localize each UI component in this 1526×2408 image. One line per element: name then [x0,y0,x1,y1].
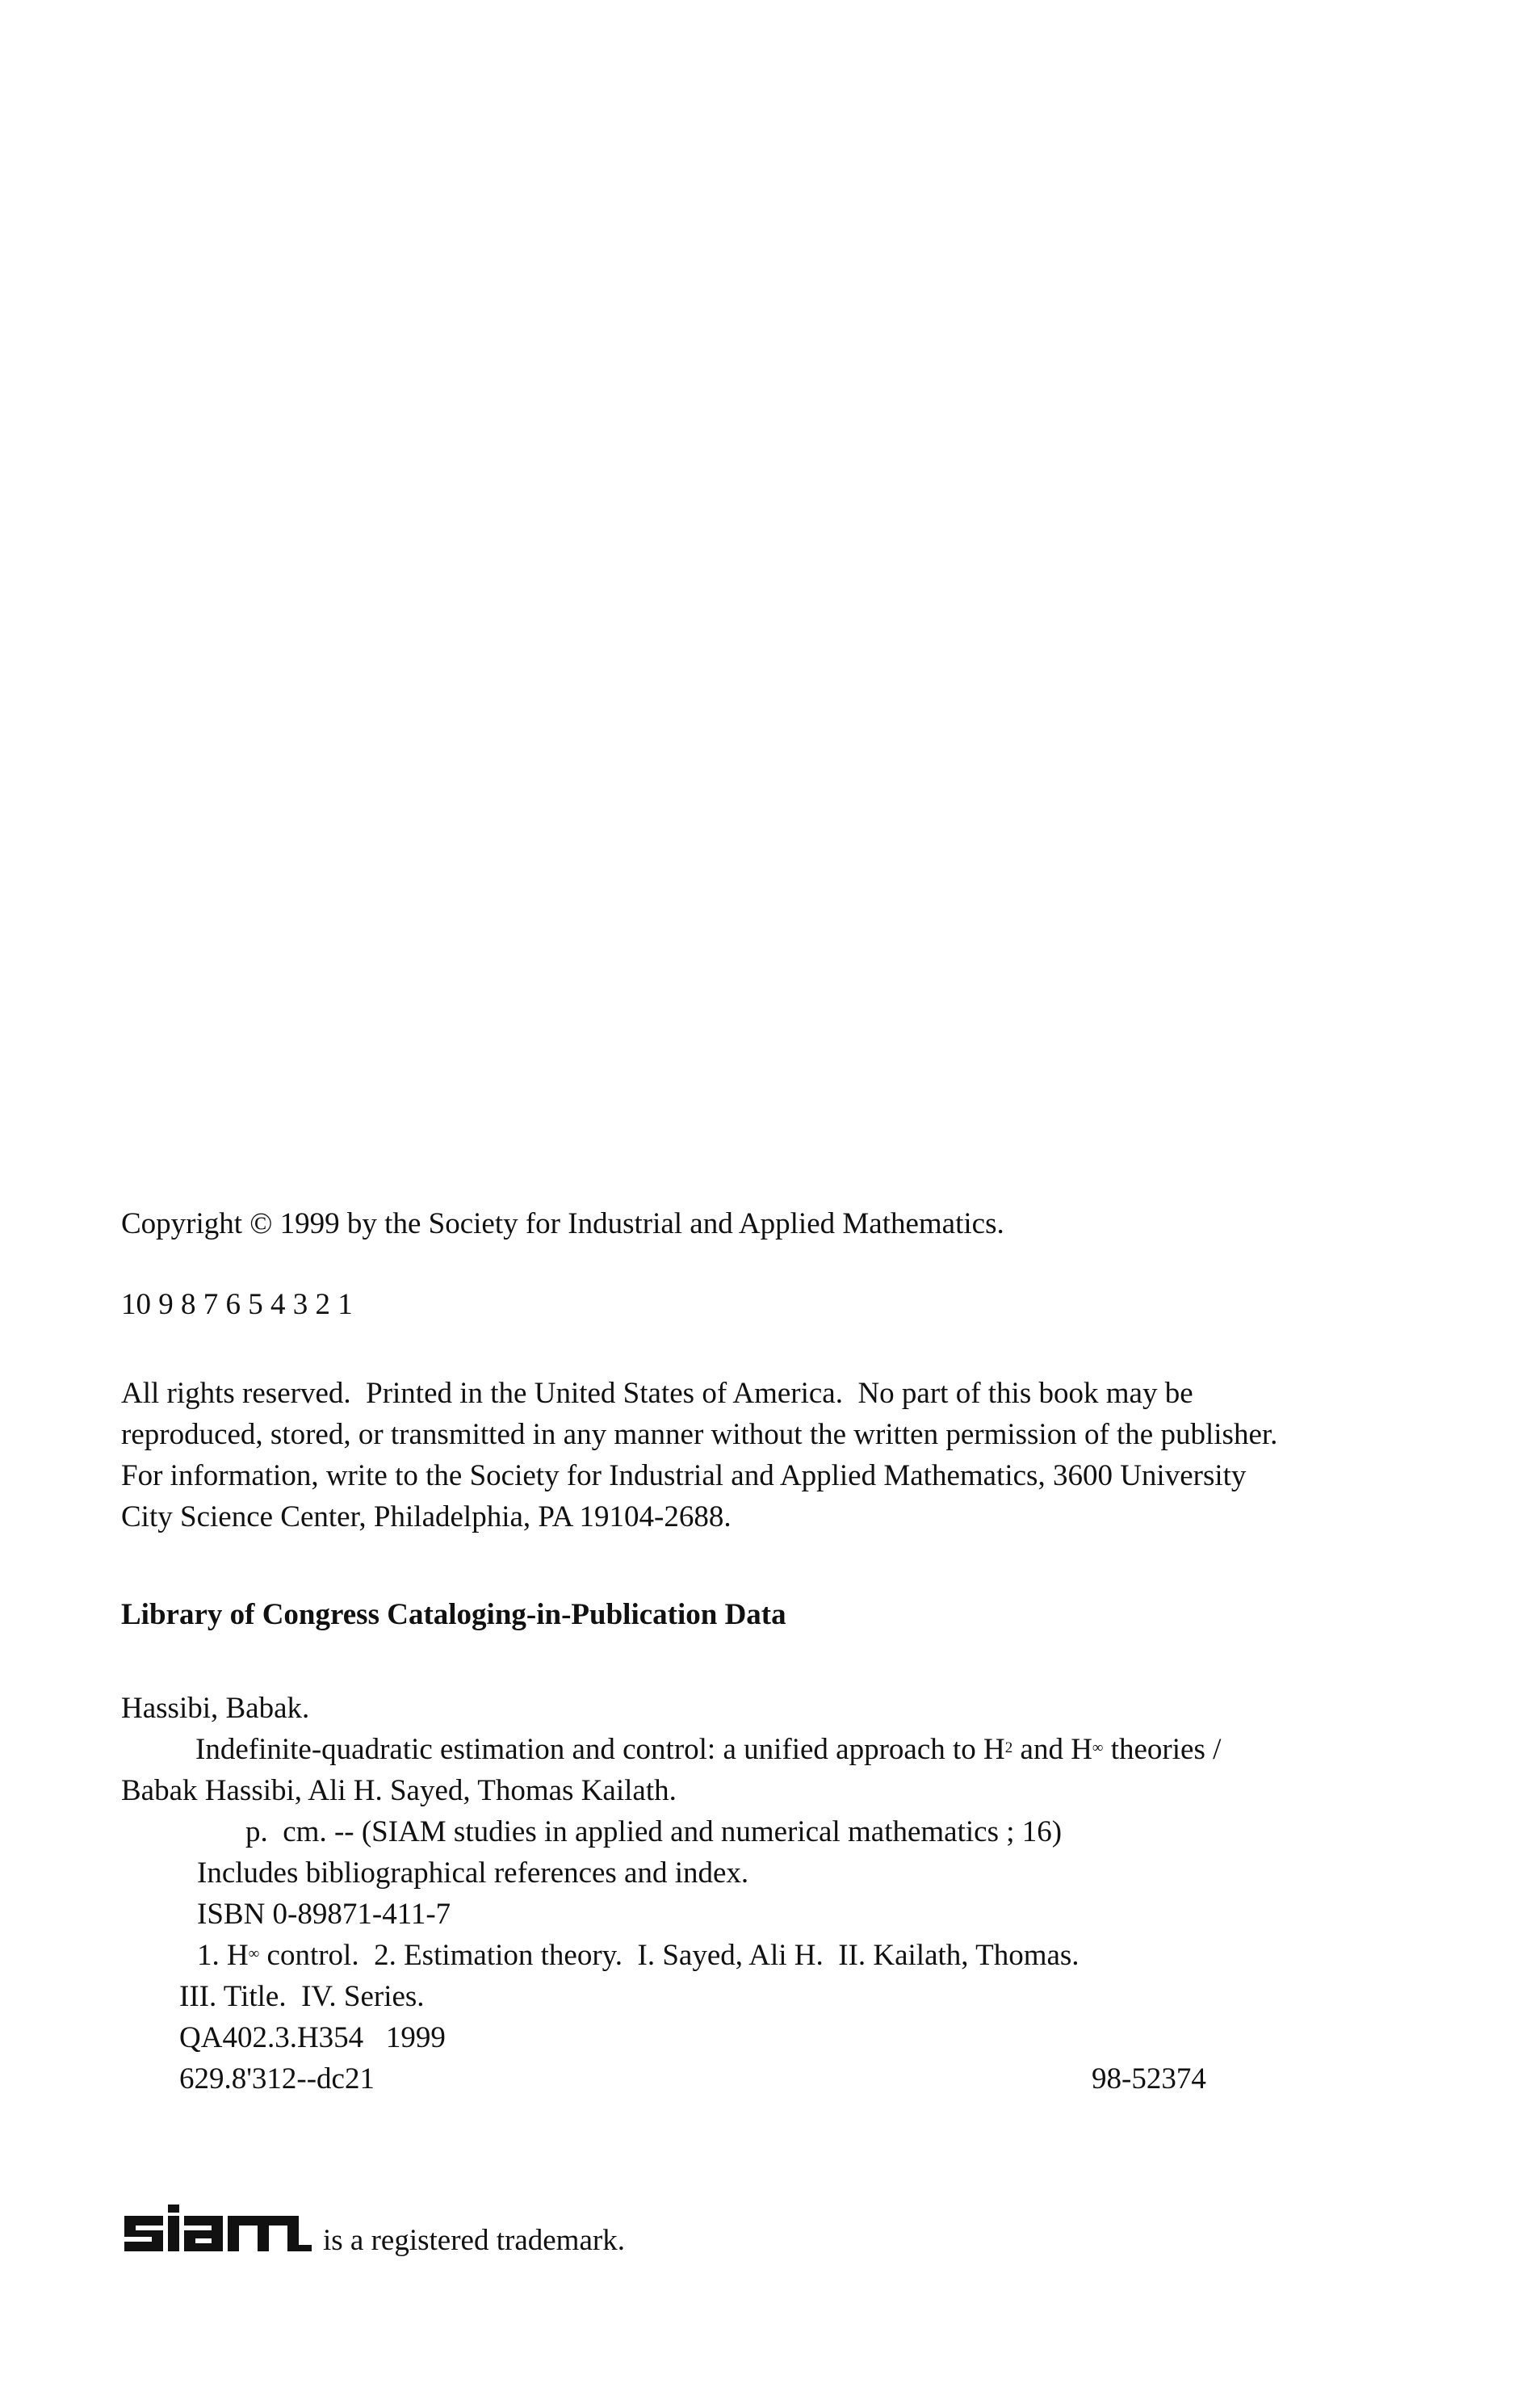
cip-title-text: and H [1012,1733,1092,1766]
cip-series-line: p. cm. -- (SIAM studies in applied and numerical mathematics ; 16) [245,1815,1063,1848]
cip-data [121,1688,1445,2100]
cip-lccn: 98-52374 [1092,2062,1206,2095]
cip-authors-line: Babak Hassibi, Ali H. Sayed, Thomas Kailath. [121,1774,677,1807]
cip-subjects [121,1935,1445,1976]
trademark-line [121,2195,625,2259]
trademark-text: is a registered trademark. [323,2224,625,2257]
rights-paragraph [121,1373,1277,1538]
cip-bibliography-line: Includes bibliographical references and index. [197,1856,749,1890]
superscript-two: 2 [1004,1739,1013,1756]
cip-title-series: III. Title. IV. Series. [179,1980,425,2013]
cip-title-text: Indefinite-quadratic estimation and control: a unified approach to H [195,1733,1005,1766]
superscript-infinity: ∞ [248,1945,260,1962]
cip-author: Hassibi, Babak. [121,1692,310,1725]
copyright-notice: Copyright © 1999 by the Society for Industrial and Applied Mathematics. [121,1207,1004,1240]
rights-line: reproduced, stored, or transmitted in any manner without the written permission of the publisher. [121,1418,1278,1451]
siam-logo [121,2205,313,2259]
rights-line: City Science Center, Philadelphia, PA 19104-2688. [121,1500,732,1533]
cip-heading: Library of Congress Cataloging-in-Publication Data [121,1598,786,1631]
cip-title-text: theories / [1103,1733,1222,1766]
cip-dewey: 629.8'312--dc21 [179,2062,375,2095]
cip-dewey-line [121,2058,1445,2100]
cip-subjects-text: 1. H [197,1939,249,1972]
rights-line: All rights reserved. Printed in the United States of America. No part of this book may be [121,1377,1193,1410]
cip-title [121,1729,1445,1770]
cip-isbn: ISBN 0-89871-411-7 [197,1898,451,1931]
cip-call-number: QA402.3.H354 1999 [179,2021,446,2054]
superscript-infinity: ∞ [1092,1739,1104,1756]
cip-subjects-text: control. 2. Estimation theory. I. Sayed, Ali H. II. Kailath, Thomas. [259,1939,1080,1972]
rights-line: For information, write to the Society for Industrial and Applied Mathematics, 3600 University [121,1459,1247,1492]
printing-number-line: 10 9 8 7 6 5 4 3 2 1 [121,1288,353,1321]
